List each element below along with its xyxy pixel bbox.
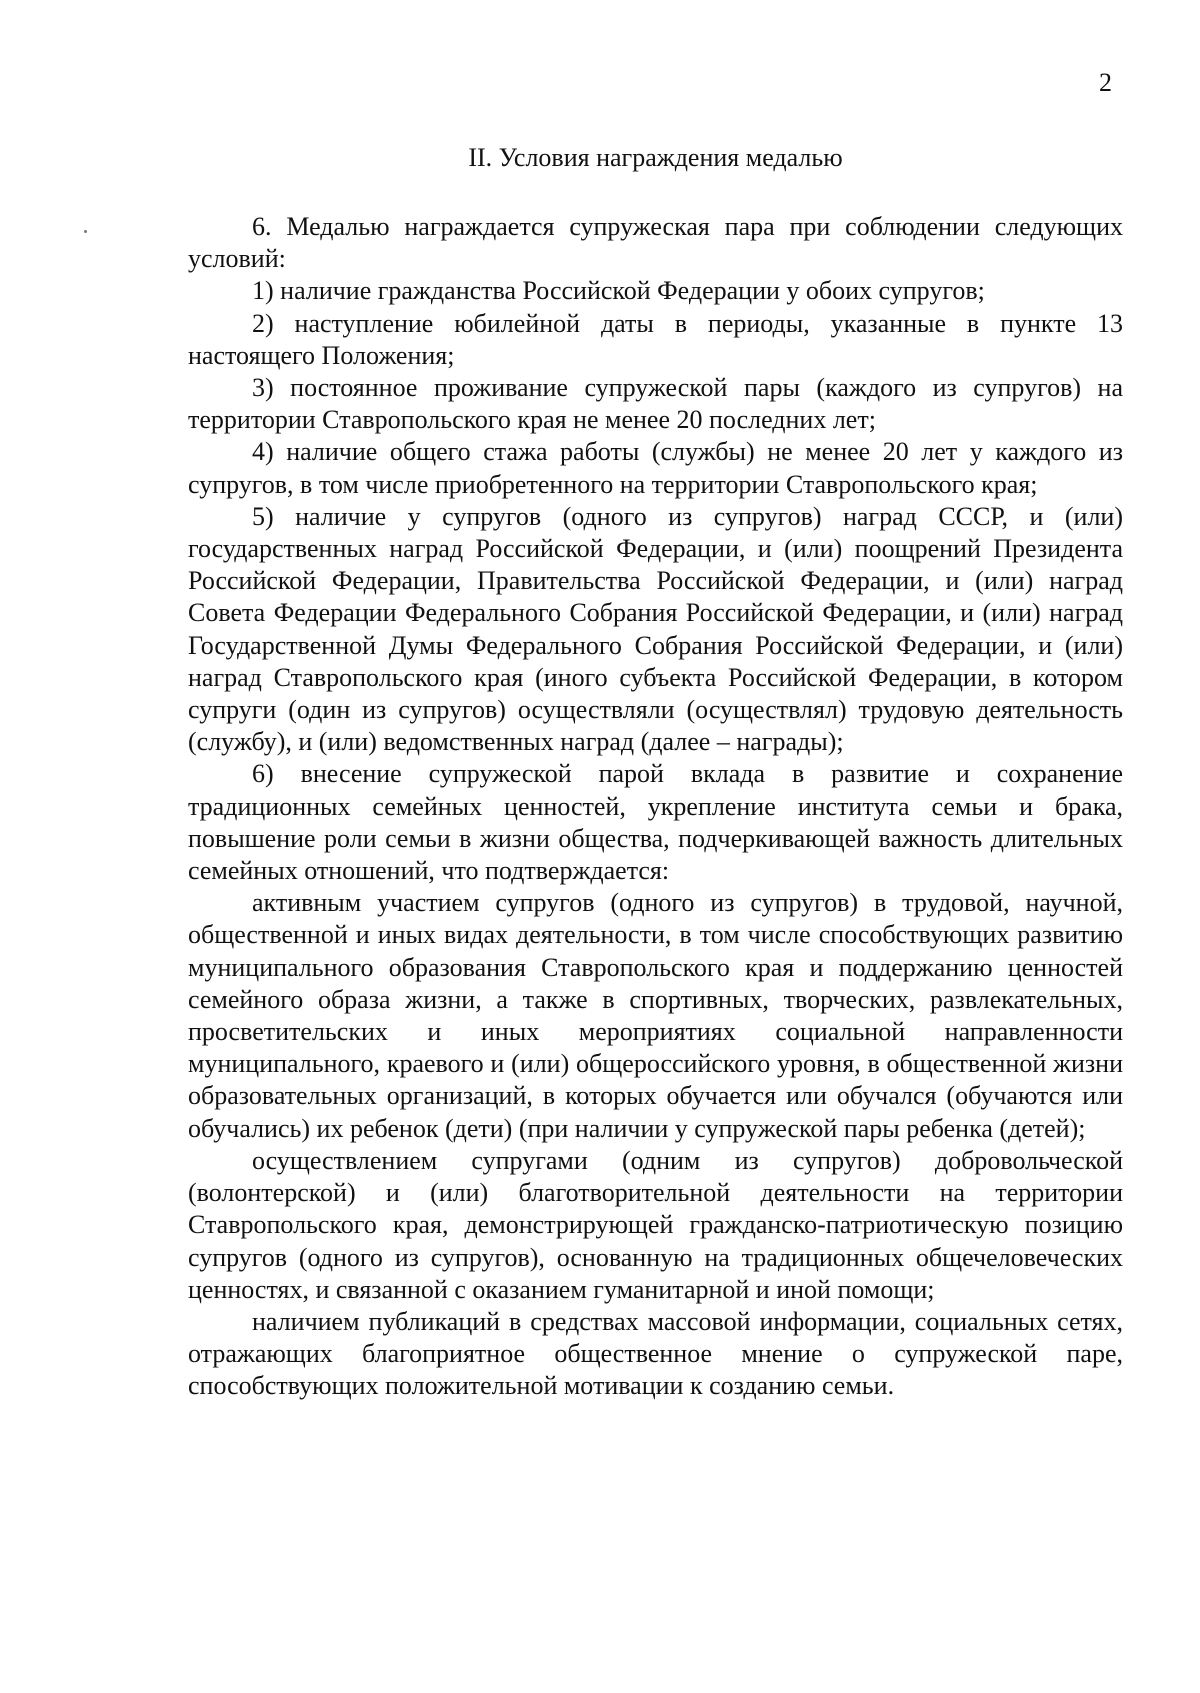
section-title: II. Условия награждения медалью — [468, 143, 843, 172]
paragraph-evidence-publications: наличием публикаций в средствах массовой информации, социальных сетях, отражающих благоприятное общественное мнение о супружеской паре, способствующих положительной мотивации к созданию семьи. — [188, 1306, 1123, 1401]
paragraph-condition-1: 1) наличие гражданства Российской Федерации у обоих супругов; — [252, 276, 985, 306]
paragraph-condition-4: 4) наличие общего стажа работы (службы) не менее 20 лет у каждого из супругов, в том числе приобретенного на территории Ставропольского края; — [188, 437, 1123, 499]
paragraph-condition-2: 2) наступление юбилейной даты в периоды, указанные в пункте 13 настоящего Положения; — [188, 308, 1123, 370]
scan-artifact-dot — [84, 230, 87, 233]
page-number: 2 — [1099, 68, 1112, 97]
paragraph-condition-6: 6) внесение супружеской парой вклада в развитие и сохранение традиционных семейных ценностей, укрепление института семьи и брака, повышение роли семьи в жизни общества, подчеркивающей важность длительных семейных отношений, что подтверждается: — [188, 759, 1123, 886]
paragraph-condition-3: 3) постоянное проживание супружеской пары (каждого из супругов) на территории Ставропольского края не менее 20 последних лет; — [188, 373, 1123, 435]
paragraph-condition-5: 5) наличие у супругов (одного из супругов) наград СССР, и (или) государственных наград Российской Федерации, и (или) поощрений Президента Российской Федерации, Правительства Российской Федерации, и (или) наград Совета Федерации Федерального Собрания Российской Федерации, и (или) наград Государственной Думы Федерального Собрания Российской Федерации, и (или) наград Ставропольского края (иного субъекта Российской Федерации, в котором супруги (один из супругов) осуществляли (осуществлял) трудовую деятельность (службу), и (или) ведомственных наград (далее – награды); — [188, 501, 1123, 757]
document-body — [188, 142, 1123, 1403]
paragraph-item-6: 6. Медалью награждается супружеская пара при соблюдении следующих условий: — [188, 212, 1123, 274]
paragraph-evidence-volunteering: осуществлением супругами (одним из супругов) добровольческой (волонтерской) и (или) благотворительной деятельности на территории Ставропольского края, демонстрирующей гражданско-патриотическую позицию супругов (одного из супругов), основанную на традиционных общечеловеческих ценностях, и связанной с оказанием гуманитарной и иной помощи; — [188, 1145, 1123, 1304]
paragraph-evidence-activity: активным участием супругов (одного из супругов) в трудовой, научной, общественной и иных видах деятельности, в том числе способствующих развитию муниципального образования Ставропольского края и поддержанию ценностей семейного образа жизни, а также в спортивных, творческих, развлекательных, просветительских и иных мероприятиях социальной направленности муниципального, краевого и (или) общероссийского уровня, в общественной жизни образовательных организаций, в которых обучается или обучался (обучаются или обучались) их ребенок (дети) (при наличии у супружеской пары ребенка (детей); — [188, 888, 1123, 1143]
